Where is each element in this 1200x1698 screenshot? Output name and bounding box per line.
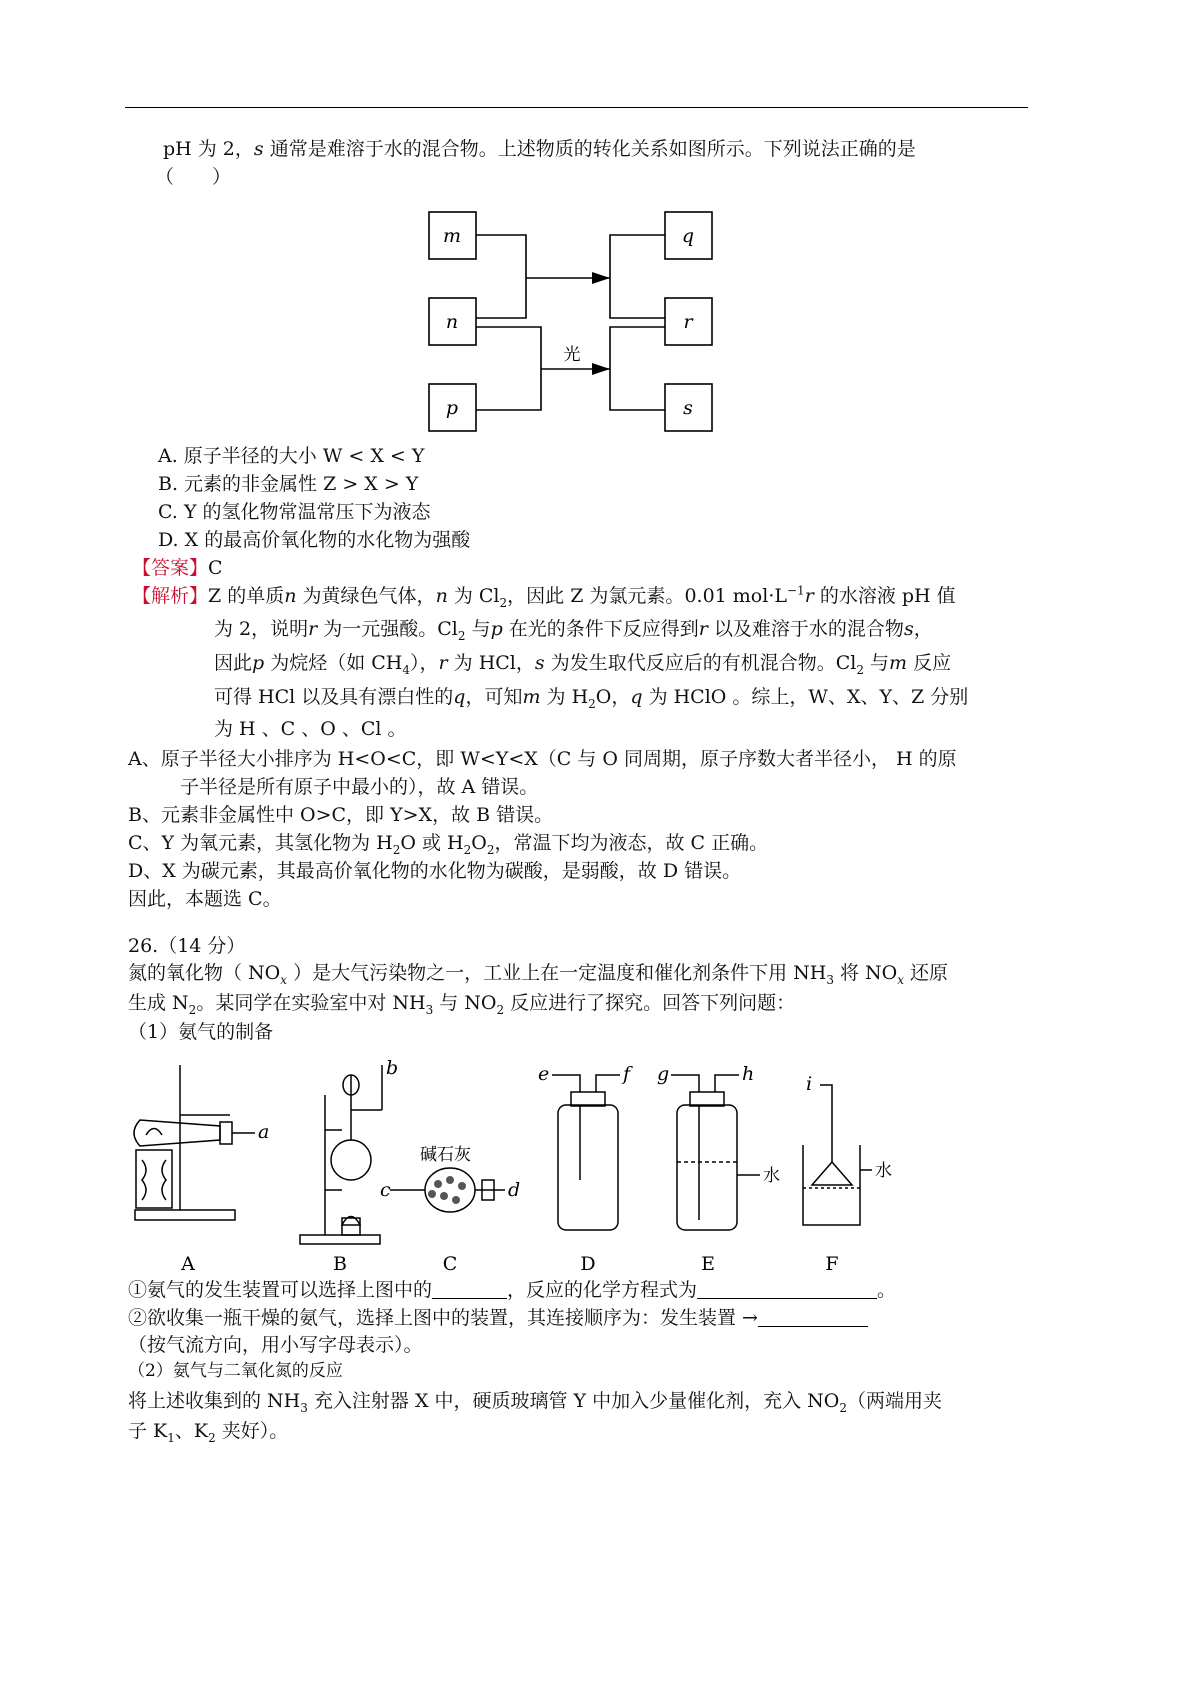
box-q: q — [681, 225, 695, 247]
answer-tag: 【答案】 — [132, 557, 209, 579]
port-h: h — [742, 1063, 755, 1085]
q26-line-2: 生成 $N_2$。某同学在实验室中对 $NH_3$ 与 $NO_2$ 反应进行了探究。回答下列问题： — [128, 992, 796, 1017]
point-a-line-2: 子半径是所有原子中最小的），故 A 错误。 — [180, 776, 539, 798]
port-e: e — [538, 1063, 550, 1085]
point-d: D、X 为碳元素，其最高价氧化物的水化物为碳酸，是弱酸，故 D 错误。 — [128, 860, 742, 882]
subquestion-2-note: （按气流方向，用小写字母表示）。 — [128, 1334, 423, 1356]
option-a: A. 原子半径的大小 W < X < Y — [158, 445, 425, 467]
subquestion-1: ①氨气的发生装置可以选择上图中的 ，反应的化学方程式为 。 — [128, 1279, 897, 1301]
box-m: m — [442, 225, 462, 247]
analysis-tag: 【解析】 — [132, 585, 209, 607]
analysis-line-3: 因此p 为烷烃（如 $CH_4$），r 为 HCl，s 为发生取代反应后的有机混合物。$Cl_2$ 与m 反应 — [214, 652, 952, 677]
option-d: D. X 的最高价氧化物的水化物为强酸 — [158, 529, 471, 551]
part-2-line-2: 子 $K_1$、$K_2$ 夹好）。 — [128, 1420, 289, 1445]
flow-diagram — [420, 200, 720, 440]
analysis-line-4: 可得 HCl 以及具有漂白性的q，可知m 为 $H_2O$，q 为 HClO 。综上，W、X、Y、Z 分别 — [214, 686, 969, 711]
answer-value: C — [208, 557, 223, 579]
light-label: 光 — [563, 345, 581, 365]
blank-equation[interactable] — [697, 1280, 877, 1299]
blank-apparatus[interactable] — [432, 1280, 507, 1299]
soda-lime-label: 碱石灰 — [420, 1145, 471, 1165]
part-2-line-1: 将上述收集到的 $NH_3$ 充入注射器 X 中，硬质玻璃管 Y 中加入少量催化剂，充入 $NO_2$（两端用夹 — [128, 1390, 943, 1415]
box-s: s — [683, 397, 693, 419]
q26-part-2: （2）氨气与二氧化氮的反应 — [128, 1361, 343, 1381]
subquestion-2: ②欲收集一瓶干燥的氨气，选择上图中的装置，其连接顺序为：发生装置 → — [128, 1308, 868, 1328]
label-D: D — [580, 1253, 596, 1275]
conclusion: 因此，本题选 C。 — [128, 888, 282, 910]
water-label-f: 水 — [875, 1161, 892, 1181]
label-A: A — [181, 1253, 195, 1275]
q26-line-1: 氮的氧化物（ $NO_x$ ）是大气污染物之一，工业上在一定温度和催化剂条件下用 $NH_3$ 将 $NO_x$ 还原 — [128, 962, 949, 987]
point-b: B、元素非金属性中 O>C，即 Y>X，故 B 错误。 — [128, 804, 554, 826]
q26-header: 26.（14 分） — [128, 935, 246, 957]
label-C: C — [442, 1253, 458, 1275]
answer-line — [132, 559, 223, 578]
intro-line-1: pH 为 2，s 通常是难溶于水的混合物。上述物质的转化关系如图所示。下列说法正确的是 — [163, 138, 916, 160]
box-r: r — [683, 311, 693, 333]
label-F: F — [825, 1253, 839, 1275]
box-n: n — [445, 311, 459, 333]
apparatus-figure — [120, 1060, 1000, 1280]
port-d: d — [508, 1179, 521, 1201]
port-a: a — [258, 1121, 270, 1143]
option-b: B. 元素的非金属性 Z > X > Y — [158, 473, 419, 495]
port-i: i — [806, 1073, 813, 1095]
port-f: f — [623, 1063, 631, 1085]
blank-sequence[interactable] — [758, 1308, 868, 1327]
header-rule — [125, 107, 1028, 108]
analysis-line-2: 为 2，说明r 为一元强酸。$Cl_2$ 与p 在光的条件下反应得到r 以及难溶于水的混合物s， — [214, 618, 933, 643]
analysis-line-1: 【解析】Z 的单质n 为黄绿色气体，n 为 $Cl_2$，因此 Z 为氯元素。0.01 $mol\cdot L^{-1}r$ 的水溶液 pH 值 — [132, 583, 956, 610]
analysis-line-5: 为 H 、C 、O 、Cl 。 — [214, 718, 407, 740]
label-E: E — [701, 1253, 715, 1275]
port-c: c — [380, 1179, 391, 1201]
port-b: b — [386, 1060, 399, 1079]
answer-bracket: （ ） — [155, 166, 232, 188]
water-label-e: 水 — [763, 1166, 780, 1186]
label-B: B — [333, 1253, 347, 1275]
point-a-line-1: A、原子半径大小排序为 H<O<C，即 W<Y<X（C 与 O 同周期，原子序数大者半径小， H 的原 — [128, 748, 957, 770]
point-c: C、Y 为氧元素，其氢化物为 $H_2O$ 或 $H_2O_2$，常温下均为液态，故 C 正确。 — [128, 832, 769, 857]
q26-part-1: （1）氨气的制备 — [128, 1021, 274, 1043]
box-p: p — [445, 397, 459, 419]
option-c: C. Y 的氢化物常温常压下为液态 — [158, 501, 431, 523]
port-g: g — [657, 1063, 670, 1085]
